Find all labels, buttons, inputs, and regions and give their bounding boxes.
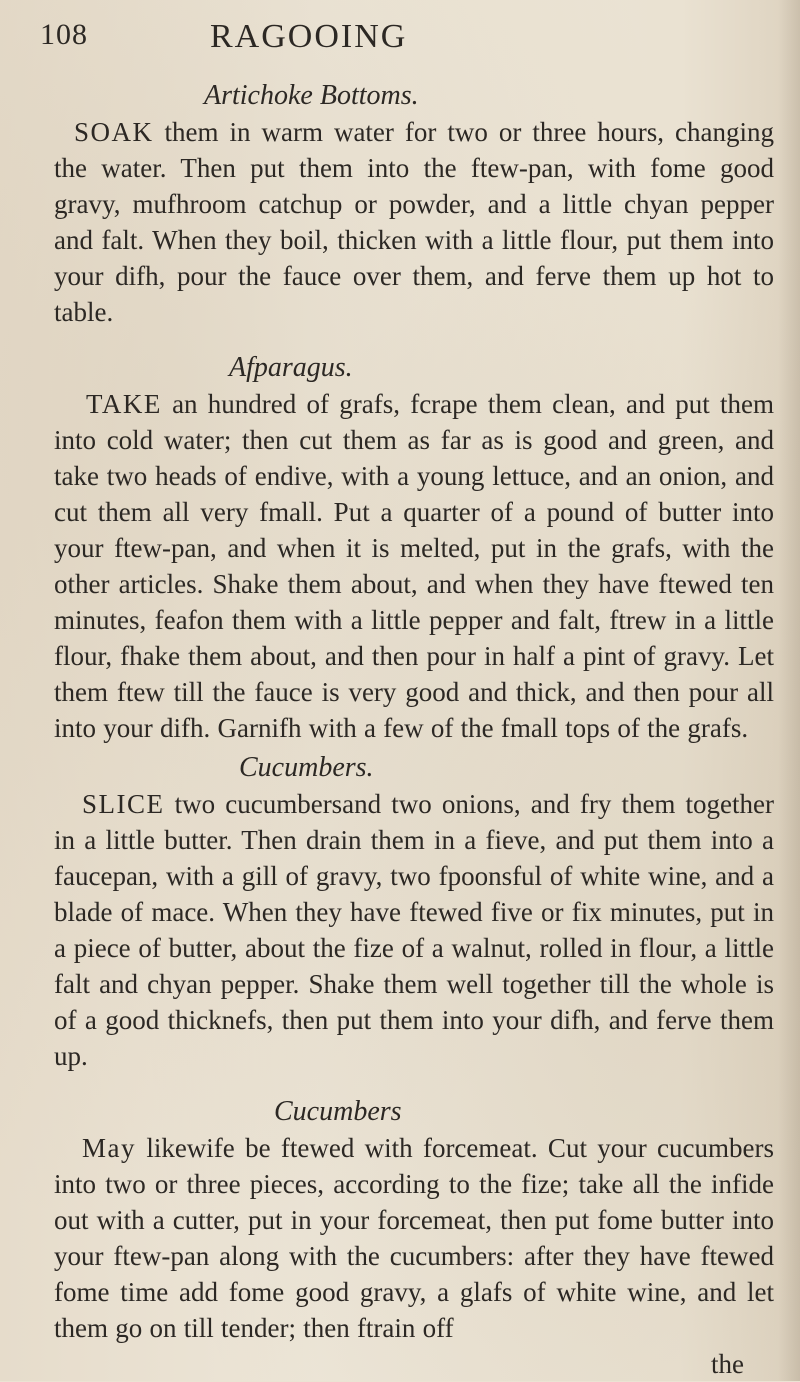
recipe-body: [54, 1130, 774, 1346]
recipe-first-word: May: [82, 1133, 136, 1163]
recipe-body: [54, 386, 774, 746]
recipe-first-word: SOAK: [74, 117, 154, 147]
recipe-text: them in warm water for two or three hours, changing the water. Then put them into the ftew-pan, with fome good gravy, mufhroom catchup or powder, and a little chyan pepper and falt. When they boil, thicken with a little flour, put them into your difh, pour the fauce over them, and ferve them up hot to table.: [54, 117, 775, 327]
page-number: 108: [40, 18, 88, 51]
recipe-cucumbers-forcemeat: [54, 1094, 774, 1346]
recipe-heading: Artichoke Bottoms.: [204, 80, 419, 111]
page-edge-shadow: [778, 0, 800, 1381]
page-content: [54, 78, 774, 1382]
recipe-cucumbers: [54, 750, 774, 1074]
recipe-text: likewife be ftewed with forcemeat. Cut your cucumbers into two or three pieces, according to the fize; take all the infide out with a cutter, put in your forcemeat, then put fome butter into your ftew-pan along with the cucumbers: after they have ftewed fome time add fome good gravy, a glafs of white wine, and let them go on till tender; then ftrain off: [54, 1133, 775, 1343]
recipe-heading: Afparagus.: [229, 352, 353, 383]
recipe-first-word: TAKE: [86, 389, 162, 419]
recipe-asparagus: [54, 350, 774, 746]
recipe-body: [54, 114, 774, 330]
recipe-artichoke-bottoms: [54, 78, 774, 330]
recipe-text: an hundred of grafs, fcrape them clean, and put them into cold water; then cut them as far as is good and green, and take two heads of endive, with a young lettuce, and an onion, and cut them all very fmall. Put a quarter of a pound of butter into your ftew-pan, and when it is melted, put in the grafs, with the other articles. Shake them about, and when they have ftewed ten minutes, feafon them with a little pepper and falt, ftrew in a little flour, fhake them about, and then pour in half a pint of gravy. Let them ftew till the fauce is very good and thick, and then pour all into your difh. Garnifh with a few of the fmall tops of the grafs.: [54, 389, 774, 743]
page-header: [0, 12, 800, 62]
recipe-heading: Cucumbers.: [239, 752, 374, 783]
recipe-body: [54, 786, 774, 1074]
catchword: the: [711, 1349, 744, 1379]
recipe-text: two cucumbersand two onions, and fry them together in a little butter. Then drain them in a fieve, and put them into a faucepan, with a gill of gravy, two fpoonsful of white wine, and a blade of mace. When they have ftewed five or fix minutes, put in a piece of butter, about the fize of a walnut, rolled in flour, a little falt and chyan pepper. Shake them well together till the whole is of a good thicknefs, then put them into your difh, and ferve them up.: [54, 789, 774, 1071]
recipe-heading: Cucumbers: [274, 1096, 402, 1127]
recipe-first-word: SLICE: [82, 789, 165, 819]
running-head: RAGOOING: [210, 18, 408, 55]
